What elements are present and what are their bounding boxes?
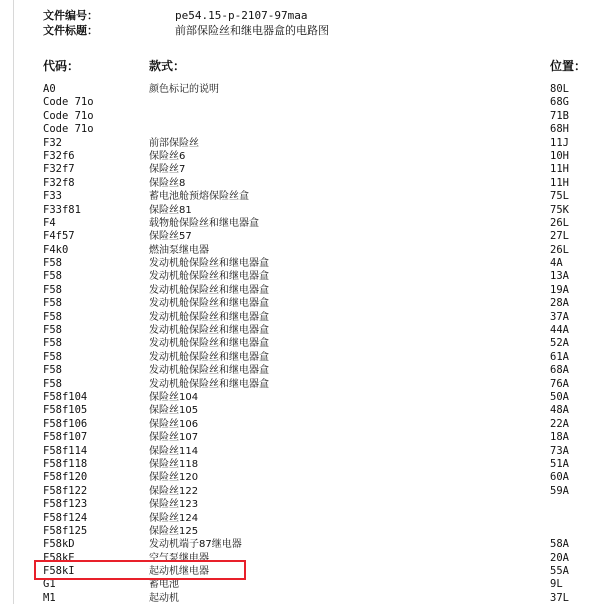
row-position: 44A (550, 324, 569, 337)
row-style: 发动机舱保险丝和继电器盒 (149, 298, 269, 310)
table-row (0, 378, 601, 391)
table-row (0, 471, 601, 484)
table-row (0, 485, 601, 498)
row-code: F58kD (43, 538, 75, 551)
row-position: 20A (550, 551, 569, 564)
row-style: 蓄电池 (149, 579, 179, 591)
row-code: F32f8 (43, 176, 75, 189)
row-code: F32f7 (43, 163, 75, 176)
row-code: F58 (43, 350, 62, 363)
row-style: 空气泵继电器 (149, 552, 209, 564)
row-code: F4 (43, 216, 56, 229)
row-style: 保险丝104 (149, 391, 199, 403)
row-code: F58f123 (43, 498, 88, 511)
row-position: 27L (550, 230, 569, 243)
row-code: F58f104 (43, 390, 88, 403)
table-row (0, 418, 601, 431)
row-position: 19A (550, 283, 569, 296)
row-code: F33f81 (43, 203, 81, 216)
row-style: 发动机舱保险丝和继电器盒 (149, 325, 269, 337)
doc-number-label: 文件编号： (43, 9, 98, 22)
row-position: 73A (550, 444, 569, 457)
row-position: 75L (550, 190, 569, 203)
row-code: F58 (43, 270, 62, 283)
row-position: 37A (550, 310, 569, 323)
row-style: 保险丝124 (149, 512, 199, 524)
table-row (0, 257, 601, 270)
row-style: 发动机舱保险丝和继电器盒 (149, 311, 269, 323)
row-position: 52A (550, 337, 569, 350)
table-row (0, 190, 601, 203)
table-row (0, 364, 601, 377)
doc-number-value: pe54.15-p-2107-97maa (175, 9, 308, 22)
row-position: 22A (550, 417, 569, 430)
row-style: 发动机舱保险丝和继电器盒 (149, 271, 269, 283)
row-code: F58kE (43, 551, 75, 564)
row-style: 保险丝8 (149, 177, 186, 189)
row-style: 发动机舱保险丝和继电器盒 (149, 284, 269, 296)
header-position: 位置： (550, 59, 587, 73)
row-position: 59A (550, 484, 569, 497)
row-code: Code 71o (43, 109, 94, 122)
table-row (0, 150, 601, 163)
row-style: 保险丝6 (149, 150, 186, 162)
table-row (0, 163, 601, 176)
row-position: 68H (550, 123, 569, 136)
row-code: F4k0 (43, 243, 69, 256)
row-position: 51A (550, 457, 569, 470)
row-code: F58kI (43, 565, 75, 578)
row-position: 11J (550, 136, 569, 149)
row-position: 9L (550, 578, 563, 591)
table-row (0, 123, 601, 136)
row-style: 保险丝120 (149, 472, 199, 484)
row-code: F58f124 (43, 511, 88, 524)
row-position: 80L (550, 83, 569, 95)
row-position: 68A (550, 364, 569, 377)
table-row (0, 578, 601, 591)
row-code: F58f107 (43, 431, 88, 444)
row-code: F58f118 (43, 457, 88, 470)
row-style: 蓄电池舱预熔保险丝盒 (149, 191, 249, 203)
table-row (0, 498, 601, 511)
row-position: 4A (550, 257, 563, 270)
row-style: 起动机 (149, 592, 179, 604)
table-row (0, 244, 601, 257)
row-style: 颜色标记的说明 (149, 84, 219, 95)
row-position: 76A (550, 377, 569, 390)
row-style: 发动机舱保险丝和继电器盒 (149, 258, 269, 270)
row-style: 发动机舱保险丝和继电器盒 (149, 365, 269, 377)
row-code: Code 71o (43, 96, 94, 109)
table-row (0, 96, 601, 109)
row-code: F58f105 (43, 404, 88, 417)
row-position: 61A (550, 350, 569, 363)
row-position: 68G (550, 96, 569, 109)
table-row (0, 445, 601, 458)
row-style: 保险丝118 (149, 458, 199, 470)
row-style: 发动机舱保险丝和继电器盒 (149, 378, 269, 390)
row-style: 保险丝114 (149, 445, 199, 457)
row-code: M1 (43, 591, 56, 604)
row-position: 50A (550, 390, 569, 403)
row-code: F58f125 (43, 524, 88, 537)
row-code: F32f6 (43, 149, 75, 162)
row-style: 保险丝57 (149, 231, 192, 243)
row-code: F58 (43, 257, 62, 270)
row-code: F32 (43, 136, 62, 149)
row-style: 保险丝123 (149, 499, 199, 511)
row-position: 26L (550, 243, 569, 256)
doc-title-value: 前部保险丝和继电器盒的电路图 (175, 24, 329, 37)
row-position: 58A (550, 538, 569, 551)
row-position: 48A (550, 404, 569, 417)
row-position: 37L (550, 591, 569, 604)
row-position: 71B (550, 109, 569, 122)
table-row (0, 431, 601, 444)
table-row (0, 110, 601, 123)
highlight-box (34, 560, 246, 580)
table-row (0, 592, 601, 605)
row-style: 发动机舱保险丝和继电器盒 (149, 351, 269, 363)
row-style: 保险丝81 (149, 204, 192, 216)
row-code: F4f57 (43, 230, 75, 243)
table-row (0, 204, 601, 217)
table-row (0, 284, 601, 297)
table-row (0, 391, 601, 404)
row-position: 60A (550, 471, 569, 484)
table-row (0, 177, 601, 190)
row-code: F58 (43, 337, 62, 350)
row-code: F33 (43, 190, 62, 203)
row-style: 发动机舱保险丝和继电器盒 (149, 338, 269, 350)
table-row (0, 270, 601, 283)
row-code: F58 (43, 283, 62, 296)
table-row (0, 525, 601, 538)
row-code: Code 71o (43, 123, 94, 136)
table-row (0, 512, 601, 525)
row-style: 发动机端子87继电器 (149, 539, 242, 551)
row-style: 保险丝7 (149, 164, 186, 176)
table-row (0, 351, 601, 364)
table-row (0, 337, 601, 350)
row-code: G1 (43, 578, 56, 591)
doc-title-label: 文件标题： (43, 24, 98, 37)
row-style: 保险丝105 (149, 405, 199, 417)
table-row (0, 230, 601, 243)
row-code: F58f114 (43, 444, 88, 457)
row-position: 10H (550, 149, 569, 162)
table-row (0, 83, 601, 96)
table-row (0, 137, 601, 150)
table-row (0, 217, 601, 230)
row-code: F58 (43, 364, 62, 377)
table-row (0, 297, 601, 310)
table-row (0, 458, 601, 471)
row-style: 保险丝107 (149, 432, 199, 444)
row-code: F58 (43, 297, 62, 310)
row-position: 18A (550, 431, 569, 444)
table-row (0, 538, 601, 551)
row-position: 11H (550, 176, 569, 189)
row-style: 前部保险丝 (149, 137, 199, 149)
row-position: 13A (550, 270, 569, 283)
row-style: 载物舱保险丝和继电器盒 (149, 217, 259, 229)
table-row (0, 404, 601, 417)
table-row (0, 324, 601, 337)
row-position: 26L (550, 216, 569, 229)
row-style: 保险丝125 (149, 525, 199, 537)
row-code: A0 (43, 83, 56, 95)
row-style: 保险丝122 (149, 485, 199, 497)
row-code: F58 (43, 377, 62, 390)
row-code: F58 (43, 310, 62, 323)
row-position: 75K (550, 203, 569, 216)
row-style: 起动机继电器 (149, 566, 209, 578)
parts-table (0, 83, 601, 605)
row-code: F58f106 (43, 417, 88, 430)
row-code: F58f120 (43, 471, 88, 484)
row-code: F58f122 (43, 484, 88, 497)
row-position: 28A (550, 297, 569, 310)
row-style: 燃油泵继电器 (149, 244, 209, 256)
row-style: 保险丝106 (149, 418, 199, 430)
row-position: 55A (550, 565, 569, 578)
row-code: F58 (43, 324, 62, 337)
row-position: 11H (550, 163, 569, 176)
table-row (0, 311, 601, 324)
header-style: 款式： (149, 59, 186, 73)
header-code: 代码： (43, 59, 80, 73)
